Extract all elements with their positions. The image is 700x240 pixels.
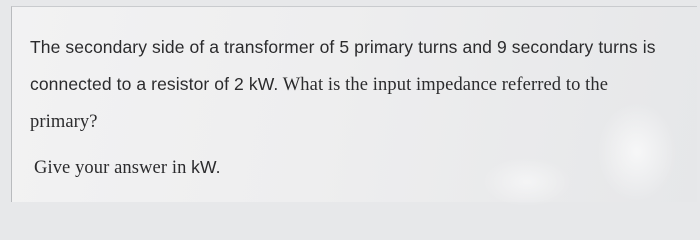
answer-instruction-text: Give your answer in (34, 158, 192, 178)
screen-glare (597, 102, 677, 202)
answer-instruction (34, 157, 221, 179)
question-text-line-2 (30, 74, 608, 96)
screen-glare (482, 157, 572, 207)
question-text-line-1: The secondary side of a transformer of 5 primary turns and 9 secondary turns is (30, 37, 656, 57)
answer-unit: kW. (191, 157, 221, 177)
question-text-line-3: primary? (30, 112, 98, 132)
question-text-segment: connected to a resistor of 2 kW. (30, 74, 279, 94)
question-text-segment: What is the input impedance referred to the (278, 75, 609, 95)
